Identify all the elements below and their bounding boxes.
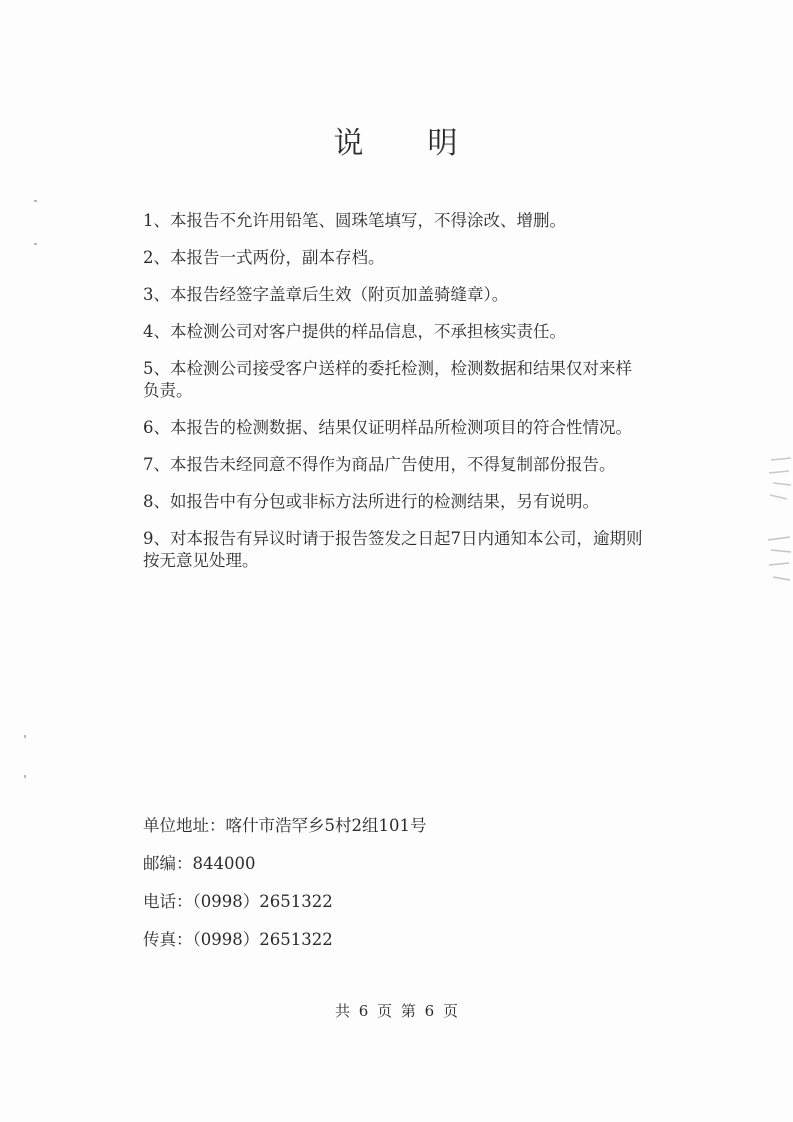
note-item: 7、本报告未经同意不得作为商品广告使用，不得复制部份报告。: [143, 455, 616, 474]
scan-speck: [34, 200, 37, 202]
note-item: 6、本报告的检测数据、结果仅证明样品所检测项目的符合性情况。: [143, 418, 632, 437]
note-item: 2、本报告一式两份，副本存档。: [143, 248, 385, 267]
phone-line: 电话：（0998）2651322: [143, 892, 333, 911]
postcode-line: 邮编：844000: [143, 854, 256, 873]
title-char-1: 说: [333, 126, 366, 161]
note-item: 3、本报告经签字盖章后生效（附页加盖骑缝章）。: [143, 285, 509, 304]
address-line: 单位地址：喀什市浩罕乡5村2组101号: [143, 816, 427, 835]
page-title: [0, 118, 793, 162]
page-number-footer: 共 6 页 第 6 页: [335, 1002, 458, 1020]
scan-speck: [24, 735, 26, 738]
note-item: 8、如报告中有分包或非标方法所进行的检测结果，另有说明。: [143, 492, 599, 511]
title-char-2: 明: [427, 126, 460, 161]
note-item: 1、本报告不允许用铅笔、圆珠笔填写，不得涂改、增删。: [143, 211, 566, 230]
seam-stamp-fragment: [765, 455, 793, 590]
fax-line: 传真：（0998）2651322: [143, 930, 333, 949]
contact-block: [143, 815, 427, 967]
scan-speck: [34, 243, 37, 245]
note-item: 5、本检测公司接受客户送样的委托检测，检测数据和结果仅对来样负责。: [143, 359, 632, 400]
scan-speck: [24, 775, 26, 778]
note-item: 4、本检测公司对客户提供的样品信息，不承担核实责任。: [143, 322, 566, 341]
notes-list: [143, 210, 743, 587]
note-item: 9、对本报告有异议时请于报告签发之日起7日内通知本公司，逾期则按无意见处理。: [143, 529, 643, 570]
